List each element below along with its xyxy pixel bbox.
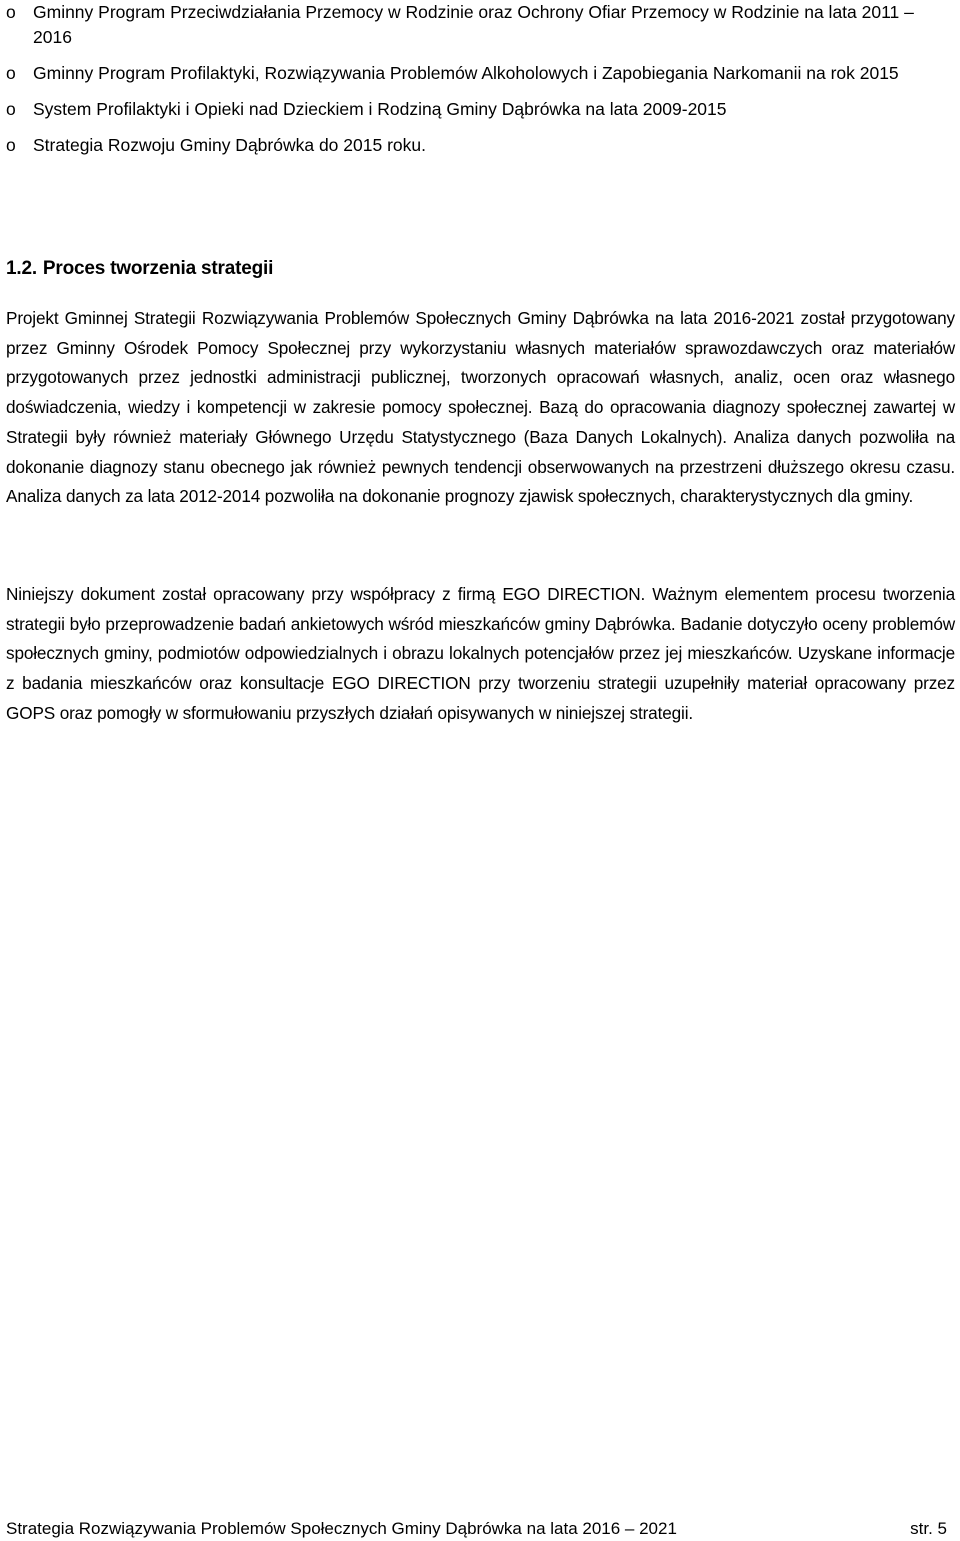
list-item bbox=[6, 0, 956, 50]
paragraph: Niniejszy dokument został opracowany przy współpracy z firmą EGO DIRECTION. Ważnym elementem procesu tworzenia strategii było przeprowadzenie badań ankietowych wśród mieszkańców gminy Dąbrówka. Badanie dotyczyło oceny problemów społecznych gminy, podmiotów odpowiedzialnych i obrazu lokalnych potencjałów przez jej mieszkańców. Uzyskane informacje z badania mieszkańców oraz konsultacje EGO DIRECTION przy tworzeniu strategii uzupełniły materiał opracowany przez GOPS oraz pomogły w sformułowaniu przyszłych działań opisywanych w niniejszej strategii. bbox=[6, 584, 955, 723]
list-item bbox=[6, 61, 956, 86]
page-footer bbox=[6, 1517, 947, 1541]
bullet-marker: o bbox=[6, 2, 16, 22]
list-item-text: Strategia Rozwoju Gminy Dąbrówka do 2015 roku. bbox=[33, 135, 426, 155]
bullet-marker: o bbox=[6, 135, 16, 155]
list-item-text: Gminny Program Profilaktyki, Rozwiązywania Problemów Alkoholowych i Zapobiegania Narkomanii na rok 2015 bbox=[33, 63, 899, 83]
footer-title: Strategia Rozwiązywania Problemów Społecznych Gminy Dąbrówka na lata 2016 – 2021 bbox=[6, 1519, 677, 1538]
section-number: 1.2. bbox=[6, 258, 37, 279]
list-item bbox=[6, 97, 956, 122]
list-item-text: Gminny Program Przeciwdziałania Przemocy w Rodzinie oraz Ochrony Ofiar Przemocy w Rodzinie na lata 2011 – 2016 bbox=[33, 2, 914, 47]
section-heading bbox=[6, 256, 273, 282]
list-item-text: System Profilaktyki i Opieki nad Dzieckiem i Rodziną Gminy Dąbrówka na lata 2009-2015 bbox=[33, 99, 727, 119]
paragraph: Projekt Gminnej Strategii Rozwiązywania Problemów Społecznych Gminy Dąbrówka na lata 2016-2021 został przygotowany przez Gminny Ośrodek Pomocy Społecznej przy wykorzystaniu własnych materiałów sprawozdawczych oraz materiałów przygotowanych przez jednostki administracji publicznej, tworzonych opracowań własnych, analiz, ocen oraz własnego doświadczenia, wiedzy i kompetencji w zakresie pomocy społecznej. Bazą do opracowania diagnozy społecznej zawartej w Strategii były również materiały Głównego Urzędu Statystycznego (Baza Danych Lokalnych). Analiza danych pozwoliła na dokonanie diagnozy stanu obecnego jak również pewnych tendencji obserwowanych na przestrzeni dłuższego okresu czasu. Analiza danych za lata 2012-2014 pozwoliła na dokonanie prognozy zjawisk społecznych, charakterystycznych dla gminy. bbox=[6, 308, 955, 507]
bullet-marker: o bbox=[6, 63, 16, 83]
section-title: Proces tworzenia strategii bbox=[42, 258, 274, 279]
program-list bbox=[6, 0, 956, 169]
page-number: str. 5 bbox=[910, 1519, 947, 1538]
bullet-marker: o bbox=[6, 99, 16, 119]
list-item bbox=[6, 133, 956, 158]
